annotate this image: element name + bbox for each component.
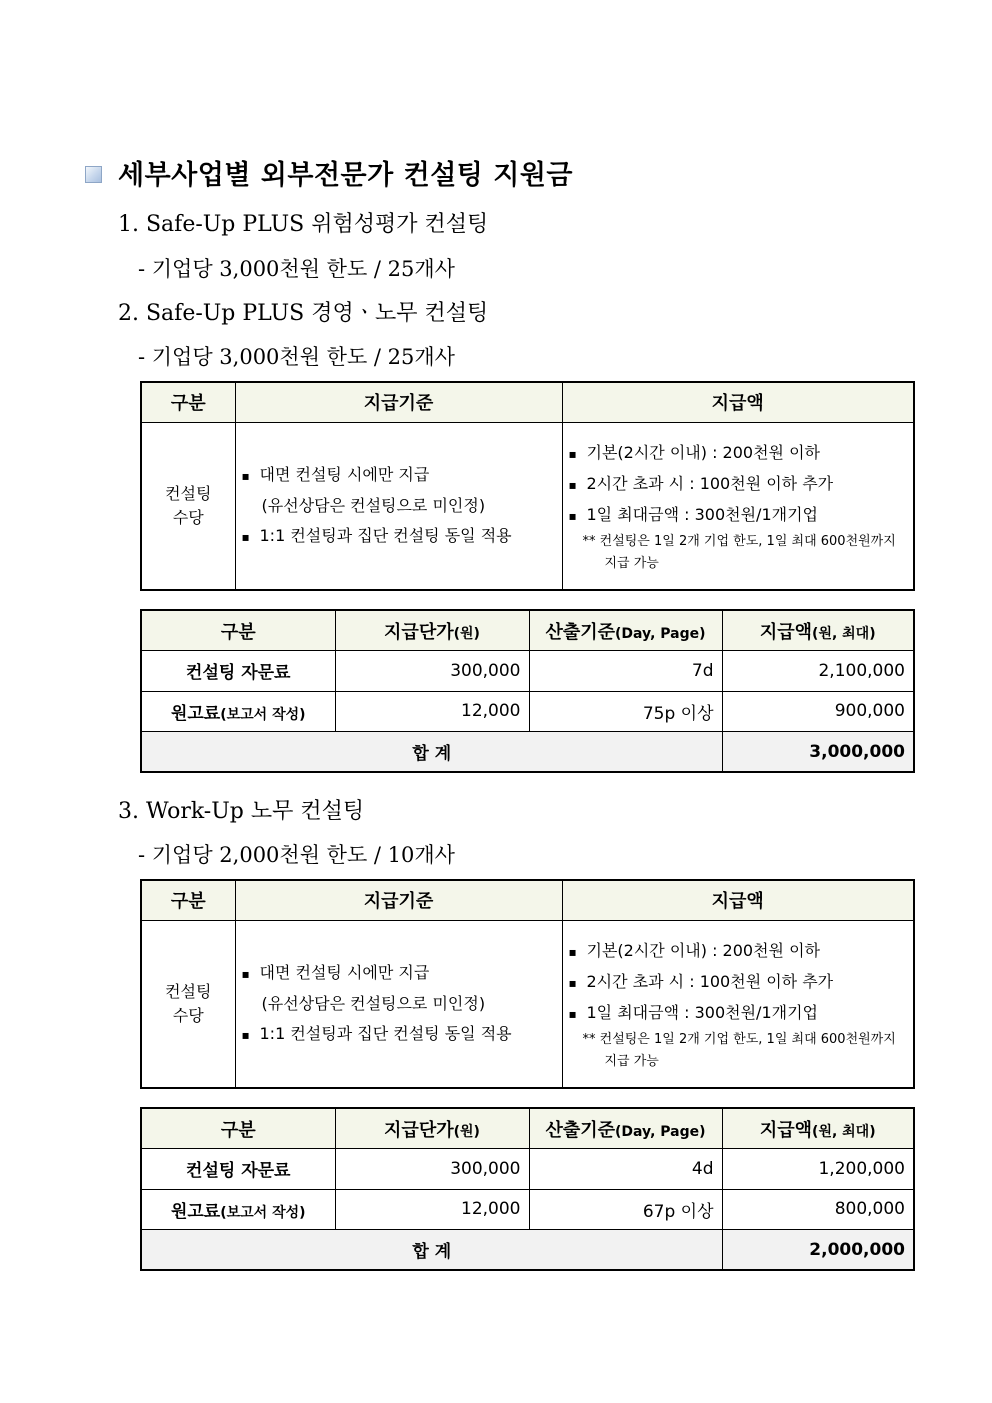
- criteria-item: ▪ 대면 컨설팅 시에만 지급: [242, 958, 561, 989]
- row-label: 원고료(보고서 작성): [141, 691, 335, 732]
- fee-col-header: 지급액(원, 최대): [722, 1108, 914, 1149]
- amount: 800,000: [722, 1189, 914, 1230]
- criteria-cell: [235, 422, 562, 590]
- amount-item: ▪ 1일 최대금액 : 300천원/1개기업: [569, 500, 908, 531]
- category-line: 수당: [172, 1005, 204, 1025]
- total-label: 합 계: [141, 1230, 722, 1271]
- total-value: 2,000,000: [722, 1230, 914, 1271]
- total-row: [141, 1230, 914, 1271]
- criteria-item: (유선상담은 컨설팅으로 미인정): [261, 993, 486, 1013]
- col-header-category: 구분: [141, 880, 235, 920]
- col-header-criteria: 지급기준: [235, 382, 562, 422]
- bullet-icon: ▪: [241, 966, 250, 981]
- unit-price: 300,000: [335, 651, 529, 692]
- note-line: 지급 가능: [604, 1054, 659, 1070]
- category-line: 컨설팅: [165, 981, 212, 1001]
- criteria-cell: [235, 920, 562, 1088]
- category-cell: [141, 422, 235, 590]
- criteria-item: (유선상담은 컨설팅으로 미인정): [261, 495, 486, 515]
- bullet-icon: ▪: [568, 1007, 577, 1022]
- note-line: 지급 가능: [604, 556, 659, 572]
- bullet-icon: ▪: [241, 468, 250, 483]
- amount-item: ▪ 기본(2시간 이내) : 200천원 이하: [569, 936, 908, 967]
- criteria-table: [140, 381, 915, 591]
- section-square-icon: [85, 166, 102, 183]
- fee-table: [140, 609, 915, 773]
- total-value: 3,000,000: [722, 732, 914, 773]
- row-label: 컨설팅 자문료: [141, 651, 335, 692]
- unit-price: 300,000: [335, 1149, 529, 1190]
- note-line: ** 컨설팅은 1일 2개 기업 한도, 1일 최대 600천원까지: [582, 534, 896, 550]
- basis: 7d: [529, 651, 722, 692]
- unit-price: 12,000: [335, 691, 529, 732]
- amount-item: ▪ 2시간 초과 시 : 100천원 이하 추가: [569, 967, 908, 998]
- note-line: ** 컨설팅은 1일 2개 기업 한도, 1일 최대 600천원까지: [582, 1032, 896, 1048]
- bullet-icon: ▪: [241, 529, 250, 544]
- category-line: 컨설팅: [165, 483, 212, 503]
- amount-item: ▪ 2시간 초과 시 : 100천원 이하 추가: [569, 469, 908, 500]
- fee-col-header: 지급단가(원): [335, 1108, 529, 1149]
- category-line: 수당: [172, 507, 204, 527]
- total-row: [141, 732, 914, 773]
- col-header-amount: 지급액: [562, 382, 914, 422]
- fee-col-header: 산출기준(Day, Page): [529, 610, 722, 651]
- fee-col-header: 구분: [141, 1108, 335, 1149]
- criteria-item: ▪ 1:1 컨설팅과 집단 컨설팅 동일 적용: [242, 521, 561, 552]
- amount-item: ▪ 기본(2시간 이내) : 200천원 이하: [569, 438, 908, 469]
- criteria-item: ▪ 1:1 컨설팅과 집단 컨설팅 동일 적용: [242, 1019, 561, 1050]
- bullet-icon: ▪: [568, 976, 577, 991]
- amount-item: ▪ 1일 최대금액 : 300천원/1개기업: [569, 998, 908, 1029]
- amount-cell: [562, 920, 914, 1088]
- amount: 2,100,000: [722, 651, 914, 692]
- section-2-subtitle: - 기업당 3,000천원 한도 / 25개사: [138, 345, 455, 369]
- fee-col-header: 구분: [141, 610, 335, 651]
- table-row: [141, 1149, 914, 1190]
- section-2-title: 2. Safe-Up PLUS 경영ㆍ노무 컨설팅: [118, 301, 489, 326]
- table-row: [141, 1189, 914, 1230]
- unit-price: 12,000: [335, 1189, 529, 1230]
- fee-col-header: 지급액(원, 최대): [722, 610, 914, 651]
- fee-col-header: 지급단가(원): [335, 610, 529, 651]
- amount: 900,000: [722, 691, 914, 732]
- total-label: 합 계: [141, 732, 722, 773]
- bullet-icon: ▪: [568, 447, 577, 462]
- col-header-category: 구분: [141, 382, 235, 422]
- fee-table: [140, 1107, 915, 1271]
- fee-col-header: 산출기준(Day, Page): [529, 1108, 722, 1149]
- criteria-table: [140, 879, 915, 1089]
- col-header-amount: 지급액: [562, 880, 914, 920]
- basis: 4d: [529, 1149, 722, 1190]
- table-row: [141, 691, 914, 732]
- basis: 67p 이상: [529, 1189, 722, 1230]
- criteria-item: ▪ 대면 컨설팅 시에만 지급: [242, 460, 561, 491]
- bullet-icon: ▪: [568, 945, 577, 960]
- row-label: 원고료(보고서 작성): [141, 1189, 335, 1230]
- section-3-subtitle: - 기업당 2,000천원 한도 / 10개사: [138, 843, 455, 867]
- amount: 1,200,000: [722, 1149, 914, 1190]
- category-cell: [141, 920, 235, 1088]
- bullet-icon: ▪: [568, 478, 577, 493]
- basis: 75p 이상: [529, 691, 722, 732]
- section-1-title: 1. Safe-Up PLUS 위험성평가 컨설팅: [118, 212, 489, 237]
- bullet-icon: ▪: [241, 1027, 250, 1042]
- table-row: [141, 651, 914, 692]
- row-label: 컨설팅 자문료: [141, 1149, 335, 1190]
- section-1-subtitle: - 기업당 3,000천원 한도 / 25개사: [138, 257, 455, 281]
- page-heading: 세부사업별 외부전문가 컨설팅 지원금: [118, 160, 574, 191]
- col-header-criteria: 지급기준: [235, 880, 562, 920]
- bullet-icon: ▪: [568, 509, 577, 524]
- amount-cell: [562, 422, 914, 590]
- section-3-title: 3. Work-Up 노무 컨설팅: [118, 799, 365, 824]
